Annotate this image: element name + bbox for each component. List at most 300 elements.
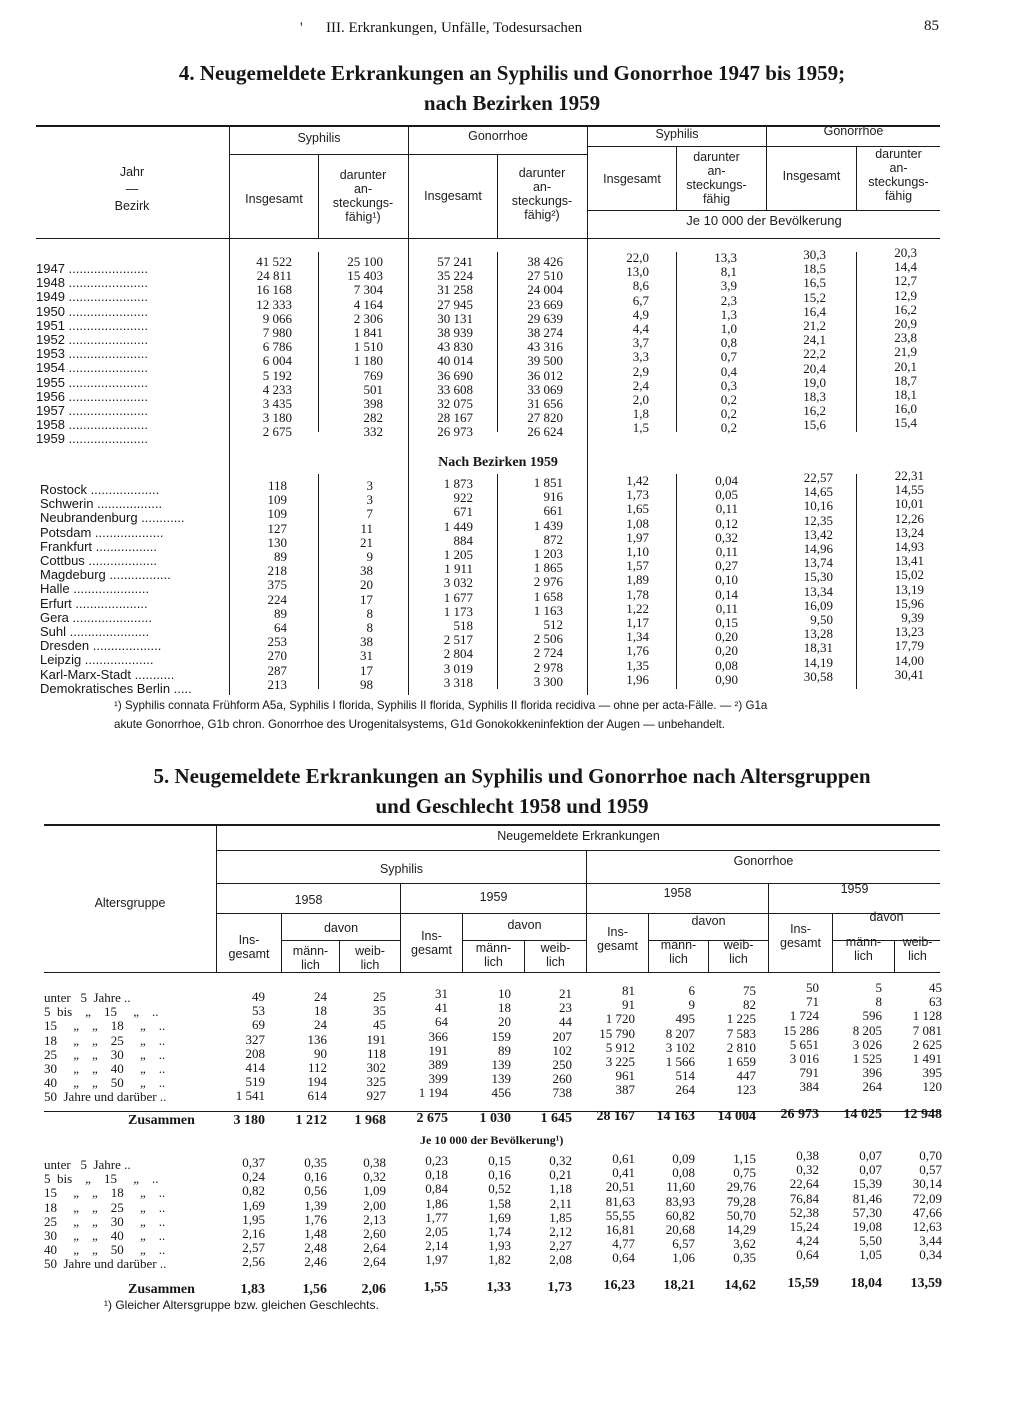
table-cell: 81 — [622, 983, 635, 998]
table-cell: 0,27 — [715, 558, 738, 574]
table-cell: 6 — [688, 983, 695, 998]
table-cell: 0,84 — [425, 1181, 448, 1197]
table-cell: 15 286 — [783, 1022, 819, 1038]
table-cell: 30 131 — [437, 310, 473, 326]
table-cell: 35 — [373, 1003, 386, 1019]
table-cell: 1 841 — [353, 325, 383, 341]
table-cell: 81,46 — [852, 1190, 882, 1206]
table4-col-rate-syphilis-darunter — [677, 251, 737, 436]
table-cell: 0,08 — [672, 1165, 695, 1181]
table-cell: 9 066 — [262, 310, 292, 326]
table-cell: 1,95 — [242, 1211, 265, 1227]
table5-total-label: Zusammen — [128, 1282, 195, 1297]
table-cell: 2,27 — [549, 1238, 572, 1254]
table-cell: 120 — [922, 1079, 942, 1095]
table-cell: 16,2 — [803, 403, 826, 419]
table-cell: 36 690 — [437, 367, 473, 383]
table-cell: Cottbus ................... — [40, 553, 158, 569]
total-cell: 18,21 — [663, 1278, 695, 1293]
table5-col-rate-g58-weiblich — [709, 1152, 756, 1266]
table5-header-top: Neugemeldete Erkrankungen — [497, 829, 660, 843]
table-cell: 16,0 — [894, 401, 917, 417]
table-cell: 0,3 — [720, 377, 737, 393]
table-cell: 191 — [428, 1042, 448, 1058]
table-cell: 12,7 — [894, 273, 917, 289]
table-cell: 1,09 — [363, 1183, 386, 1199]
table-cell: 13,34 — [803, 583, 833, 599]
table5-header-maennlich: männ- lich — [660, 938, 697, 966]
table-cell: 1,86 — [425, 1195, 448, 1211]
table-cell: 0,52 — [488, 1181, 511, 1197]
table-cell: 2,13 — [363, 1211, 386, 1227]
table4-col-rate-syphilis-insgesamt — [588, 251, 649, 436]
table-cell: 1952 ...................... — [36, 332, 148, 348]
table5-col-rate-g59-weiblich — [895, 1149, 942, 1263]
table-cell: 22,64 — [789, 1176, 819, 1192]
table-cell: 35 224 — [437, 268, 473, 284]
table-cell: 1,42 — [626, 473, 649, 488]
table-cell: 15 „ „ 18 „ .. — [44, 1185, 166, 1201]
table-cell: 53 — [252, 1003, 265, 1019]
table-cell: 3,3 — [632, 349, 649, 365]
table5-title-line1: 5. Neugemeldete Erkrankungen an Syphilis und Gonorrhoe nach Altersgruppen — [153, 764, 871, 788]
table-cell: 26 624 — [527, 424, 563, 440]
table-cell: 3 225 — [605, 1054, 635, 1070]
table-cell: 30 „ „ 40 „ .. — [44, 1061, 166, 1077]
table-cell: 270 — [267, 648, 287, 664]
table-cell: 2 810 — [726, 1039, 756, 1055]
table-cell: 24 811 — [256, 268, 292, 284]
table-cell: 89 — [498, 1042, 511, 1058]
table-cell: 30,58 — [803, 668, 833, 684]
table-cell: 14,00 — [894, 652, 924, 668]
table-cell: 1,76 — [626, 643, 649, 659]
table-cell: 0,23 — [425, 1153, 448, 1168]
total-cell: 2 675 — [416, 1111, 448, 1126]
total-cell: 2,06 — [361, 1282, 386, 1297]
table5-col-s59-weiblich — [525, 987, 572, 1101]
table-cell: 82 — [743, 997, 756, 1013]
table-cell: Schwerin .................. — [40, 496, 163, 512]
table-cell: 0,10 — [715, 572, 738, 588]
table-cell: 1 851 — [533, 475, 563, 490]
table-cell: 36 012 — [527, 367, 563, 383]
table4-header-insgesamt: Insgesamt — [603, 172, 661, 186]
table5-col-rate-s58-insgesamt — [217, 1156, 265, 1270]
table4-header-syphilis: Syphilis — [297, 131, 341, 145]
table-cell: 208 — [245, 1045, 265, 1061]
table-cell: 3 019 — [443, 660, 473, 676]
table-cell: 50 Jahre und darüber .. — [44, 1089, 167, 1105]
table-cell: 456 — [491, 1085, 511, 1101]
total-cell: 1 968 — [354, 1113, 386, 1128]
table-cell: 0,32 — [363, 1169, 386, 1185]
table-cell: 414 — [245, 1060, 265, 1076]
table-cell: Halle ..................... — [40, 581, 150, 597]
table-cell: 384 — [799, 1079, 819, 1095]
table4-header-rate: Je 10 000 der Bevölkerung — [686, 213, 842, 228]
table-cell: Erfurt .................... — [40, 595, 148, 611]
table-cell: 0,11 — [715, 600, 738, 616]
table-cell: 2 978 — [533, 659, 563, 675]
table-cell: 9,39 — [901, 610, 924, 626]
table-cell: 2,60 — [363, 1226, 386, 1242]
table-cell: 15,24 — [789, 1219, 819, 1235]
table-cell: 1,48 — [304, 1226, 327, 1242]
table4-col-rate-gonorrhoe-insgesamt — [767, 471, 833, 684]
table-cell: 2,08 — [549, 1252, 572, 1268]
table5-col-g58-weiblich — [709, 984, 756, 1098]
table-cell: 8 — [366, 620, 373, 636]
table-cell: 191 — [366, 1031, 386, 1047]
table-cell: 38 939 — [437, 325, 473, 341]
table-cell: 10 — [498, 986, 511, 1001]
table-cell: unter 5 Jahre .. — [44, 1157, 131, 1172]
table-cell: 17,79 — [894, 638, 924, 654]
table-cell: 399 — [428, 1071, 448, 1087]
total-cell: 1 212 — [295, 1113, 327, 1128]
table-cell: 1949 ...................... — [36, 289, 148, 305]
table-cell: 302 — [366, 1060, 386, 1076]
table-cell: 5,50 — [859, 1233, 882, 1249]
total-cell: 1,73 — [547, 1280, 572, 1295]
table-cell: 32 075 — [437, 396, 473, 412]
table-cell: 264 — [675, 1082, 695, 1098]
running-head: III. Erkrankungen, Unfälle, Todesursachen — [326, 20, 583, 36]
table-cell: 396 — [862, 1065, 882, 1081]
table-cell: Magdeburg ................. — [40, 567, 171, 583]
table4-section-bezirke: Nach Bezirken 1959 — [438, 455, 558, 470]
table-cell: 2,05 — [425, 1224, 448, 1240]
table-cell: 5 — [875, 980, 882, 995]
table-cell: Karl-Marx-Stadt ........... — [40, 666, 175, 682]
table5-title-line2: und Geschlecht 1958 und 1959 — [375, 794, 649, 818]
table-cell: 4,77 — [612, 1236, 635, 1252]
table-cell: 18,31 — [803, 640, 833, 656]
table-cell: 8 — [366, 605, 373, 621]
table-cell: 81,63 — [605, 1193, 635, 1209]
table-cell: 0,37 — [242, 1155, 265, 1170]
table-cell: 512 — [543, 617, 563, 633]
table-cell: 3,62 — [733, 1236, 756, 1252]
table4-title-line2: nach Bezirken 1959 — [423, 91, 601, 115]
table-cell: 76,84 — [789, 1190, 819, 1206]
table-cell: 0,35 — [733, 1250, 756, 1266]
total-cell: 14 025 — [843, 1107, 882, 1122]
table-cell: 25 100 — [347, 254, 383, 269]
table4-stub-header: Jahr — Bezirk — [114, 165, 150, 213]
table4-subrule — [588, 210, 940, 211]
table5-col-rate-g59-maennlich — [833, 1149, 882, 1263]
table-cell: 791 — [799, 1065, 819, 1081]
total-cell: 14 163 — [656, 1109, 695, 1124]
table-cell: 64 — [435, 1014, 448, 1030]
table5-top-rule — [44, 824, 940, 826]
table-cell: 14,96 — [803, 541, 833, 557]
table-cell: 1 873 — [443, 476, 473, 491]
table-cell: 0,61 — [612, 1151, 635, 1166]
table-cell: 1 510 — [353, 339, 383, 355]
table-cell: 13,23 — [894, 624, 924, 640]
table-cell: 18,1 — [894, 387, 917, 403]
page-number: 85 — [924, 18, 939, 34]
table-cell: 0,20 — [715, 629, 738, 645]
table-cell: 15,4 — [894, 415, 917, 431]
table-cell: 7 304 — [353, 282, 383, 298]
table5-header-davon: davon — [691, 914, 726, 928]
table-cell: Neubrandenburg ............ — [40, 510, 185, 526]
table-cell: 20,1 — [894, 358, 917, 374]
table-cell: 26 973 — [437, 424, 473, 440]
total-cell: 28 167 — [596, 1109, 635, 1124]
table-cell: 0,38 — [363, 1155, 386, 1170]
table-cell: 2 724 — [533, 645, 563, 661]
table5-header-davon: davon — [507, 918, 542, 932]
table-cell: 0,32 — [715, 529, 738, 545]
table-cell: 127 — [267, 520, 287, 536]
table5-col-rate-g58-maennlich — [649, 1152, 695, 1266]
table-cell: Dresden ................... — [40, 638, 162, 654]
table-cell: 0,07 — [859, 1162, 882, 1178]
table4-header-rule — [36, 238, 940, 239]
total-cell: 1 645 — [540, 1111, 572, 1126]
table-cell: 2 804 — [443, 646, 473, 662]
table4-header-syphilis-rate: Syphilis — [655, 127, 699, 141]
table4-col-rate-syphilis-insgesamt — [588, 474, 649, 687]
table-cell: 2,3 — [720, 292, 737, 308]
table-cell: 40 „ „ 50 „ .. — [44, 1075, 166, 1091]
table-cell: 2,11 — [549, 1195, 572, 1211]
table5-header-insgesamt: Ins- gesamt — [780, 922, 821, 950]
table-cell: 20,51 — [605, 1179, 635, 1195]
table5-col-g59-maennlich — [833, 981, 882, 1095]
table-cell: 15 403 — [347, 268, 383, 284]
table-cell: 2,57 — [242, 1240, 265, 1256]
table-cell: 519 — [245, 1074, 265, 1090]
table4-col-gonorrhoe-darunter — [498, 255, 563, 440]
table-cell: 19,08 — [852, 1219, 882, 1235]
table-cell: 3,7 — [632, 335, 649, 351]
table-cell: 8,1 — [720, 264, 737, 280]
table-cell: Leipzig ................... — [40, 652, 154, 668]
total-cell: 16,23 — [603, 1278, 635, 1293]
table-cell: 0,56 — [304, 1183, 327, 1199]
table-cell: 112 — [307, 1060, 327, 1076]
table-cell: 0,14 — [715, 586, 738, 602]
table5-header-rule — [44, 972, 940, 973]
table-cell: 6,7 — [632, 292, 649, 308]
table-cell: 8 205 — [852, 1022, 882, 1038]
table5-col-rate-g58-insgesamt — [587, 1152, 635, 1266]
table-cell: 1957 ...................... — [36, 403, 148, 419]
table-cell: 3 016 — [789, 1051, 819, 1067]
table-cell: Suhl ...................... — [40, 624, 150, 640]
table-cell: 9,50 — [810, 612, 833, 628]
table-cell: 41 — [435, 1000, 448, 1016]
table-cell: 52,38 — [789, 1204, 819, 1220]
table5-col-rate-s59-maennlich — [463, 1154, 511, 1268]
table-cell: 0,2 — [720, 420, 737, 436]
table-cell: 2,14 — [425, 1238, 448, 1254]
table-cell: 0,16 — [488, 1167, 511, 1183]
table-cell: 1,08 — [626, 515, 649, 531]
table-cell: 50,70 — [726, 1207, 756, 1223]
table-cell: 250 — [552, 1057, 572, 1073]
table5-header-davon: davon — [869, 910, 904, 924]
table-cell: 4,24 — [796, 1233, 819, 1249]
table-cell: 264 — [862, 1079, 882, 1095]
table-cell: 27 820 — [527, 410, 563, 426]
total-cell: 1,56 — [302, 1282, 327, 1297]
table-cell: 12,35 — [803, 512, 833, 528]
table-cell: 1,3 — [720, 306, 737, 322]
table-cell: 31 — [360, 648, 373, 664]
table-cell: 3,44 — [919, 1233, 942, 1249]
table4-header-insgesamt: Insgesamt — [245, 192, 303, 206]
table-cell: 30,14 — [912, 1176, 942, 1192]
table-cell: 33 608 — [437, 381, 473, 397]
table-cell: 13,41 — [894, 553, 924, 569]
table-cell: 2,16 — [242, 1226, 265, 1242]
table-cell: 14,29 — [726, 1222, 756, 1238]
table5-total-label: Zusammen — [128, 1113, 195, 1128]
table-cell: 1 203 — [533, 546, 563, 562]
table-cell: 1,34 — [626, 629, 649, 645]
table-cell: 9 — [688, 997, 695, 1013]
table-cell: 1,76 — [304, 1211, 327, 1227]
table-cell: 16,5 — [803, 275, 826, 291]
table-cell: 45 — [373, 1017, 386, 1033]
table-cell: 1,22 — [626, 600, 649, 616]
table-cell: 91 — [622, 997, 635, 1013]
table-cell: 5 192 — [262, 367, 292, 383]
table-cell: 13,24 — [894, 524, 924, 540]
table-cell: 55,55 — [605, 1207, 635, 1223]
table-cell: 21,9 — [894, 344, 917, 360]
table4-col-gonorrhoe-darunter — [498, 476, 563, 689]
table-cell: 0,24 — [242, 1169, 265, 1185]
table-cell: 3 032 — [443, 575, 473, 591]
table-cell: 16 168 — [256, 282, 292, 298]
table-cell: 1,57 — [626, 558, 649, 574]
table-cell: 27 945 — [437, 296, 473, 312]
table-cell: 2,9 — [632, 363, 649, 379]
table-cell: 139 — [491, 1071, 511, 1087]
table5-col-s58-insgesamt — [217, 990, 265, 1104]
table-cell: Gera ...................... — [40, 609, 152, 625]
table5-header-year: 1958 — [294, 893, 323, 907]
running-head-mark: ' — [300, 20, 303, 36]
table-cell: 769 — [363, 367, 383, 383]
table-cell: 872 — [543, 531, 563, 547]
table-cell: Frankfurt ................. — [40, 538, 158, 554]
table-cell: 43 830 — [437, 339, 473, 355]
table-cell: 0,11 — [715, 501, 738, 517]
table-cell: 29 639 — [527, 310, 563, 326]
table4-footnote-line2: akute Gonorrhoe, G1b chron. Gonorrhoe des Urogenitalsystems, G1d Gonokokkeninfektion der Augen — unbehandelt. — [114, 718, 725, 731]
table-cell: 6,57 — [672, 1236, 695, 1252]
table-cell: 38 — [360, 634, 373, 650]
table-cell: 90 — [314, 1045, 327, 1061]
table-cell: 50 — [806, 980, 819, 995]
table-cell: 614 — [307, 1088, 327, 1104]
table-cell: Potsdam ................... — [40, 524, 164, 540]
table5-vline — [586, 850, 587, 972]
table5-col-s58-maennlich — [282, 990, 327, 1104]
table-cell: 0,70 — [919, 1148, 942, 1163]
table4-footnote-line1: ¹) Syphilis connata Frühform A5a, Syphilis I florida, Syphilis II florida, Syphilis II florida recidiva — ohne per acta-Fälle. — ²) G1a — [114, 699, 768, 712]
table-cell: 1947 ...................... — [36, 261, 148, 276]
table-cell: 7 — [366, 506, 373, 522]
table5-col-rate-g59-insgesamt — [769, 1149, 819, 1263]
table-cell: 1,06 — [672, 1250, 695, 1266]
table-cell: 15 „ „ 18 „ .. — [44, 1018, 166, 1034]
table-cell: 514 — [675, 1068, 695, 1084]
table-cell: 49 — [252, 989, 265, 1004]
table-cell: 15,02 — [894, 567, 924, 583]
table-cell: 41 522 — [256, 254, 292, 269]
table-cell: 19,0 — [803, 374, 826, 390]
table-cell: 1,97 — [626, 529, 649, 545]
table5-col-g59-insgesamt — [769, 981, 819, 1095]
table5-header-weiblich: weib- lich — [540, 941, 571, 969]
table-cell: 13,28 — [803, 626, 833, 642]
table-cell: 5 bis „ 15 „ .. — [44, 1171, 159, 1187]
table-cell: 18 — [498, 1000, 511, 1016]
table-cell: 23,8 — [894, 330, 917, 346]
table-cell: 31 — [435, 986, 448, 1001]
table-cell: 40 014 — [437, 353, 473, 369]
table5-col-g58-insgesamt — [587, 984, 635, 1098]
table-cell: 2,4 — [632, 377, 649, 393]
table-cell: 213 — [267, 676, 287, 692]
table-cell: 72,09 — [912, 1190, 942, 1206]
table-cell: 0,2 — [720, 406, 737, 422]
table5-col-s58-weiblich — [340, 990, 386, 1104]
table-cell: 8 207 — [665, 1025, 695, 1041]
table-cell: 8 — [875, 994, 882, 1010]
table-cell: 2 306 — [353, 310, 383, 326]
table-cell: 24,1 — [803, 332, 826, 348]
table-cell: 14,93 — [894, 539, 924, 555]
table-cell: 0,05 — [715, 487, 738, 503]
table-cell: 1,05 — [859, 1247, 882, 1263]
table-cell: 13,0 — [626, 264, 649, 280]
table4-subrule — [230, 154, 587, 155]
table-cell: 14,65 — [803, 484, 833, 500]
table-cell: 1959 ...................... — [36, 431, 148, 447]
table-cell: 50 Jahre und darüber .. — [44, 1256, 167, 1272]
table-cell: 1,74 — [488, 1224, 511, 1240]
table-cell: 24 — [314, 1017, 327, 1033]
table-cell: 0,4 — [720, 363, 737, 379]
table-cell: 64 — [274, 620, 287, 636]
table-cell: 395 — [922, 1065, 942, 1081]
table-cell: 28 167 — [437, 410, 473, 426]
table-cell: 17 — [360, 662, 373, 678]
table-cell: 71 — [806, 994, 819, 1010]
table-cell: 30,3 — [803, 247, 826, 262]
table4-bezirk-labels — [40, 483, 192, 696]
table-cell: 375 — [267, 577, 287, 593]
table-cell: 3 026 — [852, 1036, 882, 1052]
table-cell: 13,3 — [714, 250, 737, 265]
table4-col-rate-gonorrhoe-darunter — [857, 246, 917, 431]
table-cell: 3,9 — [720, 278, 737, 294]
table-cell: 38 — [360, 563, 373, 579]
table-cell: 14,19 — [803, 654, 833, 670]
table-cell: 1948 ...................... — [36, 275, 148, 291]
